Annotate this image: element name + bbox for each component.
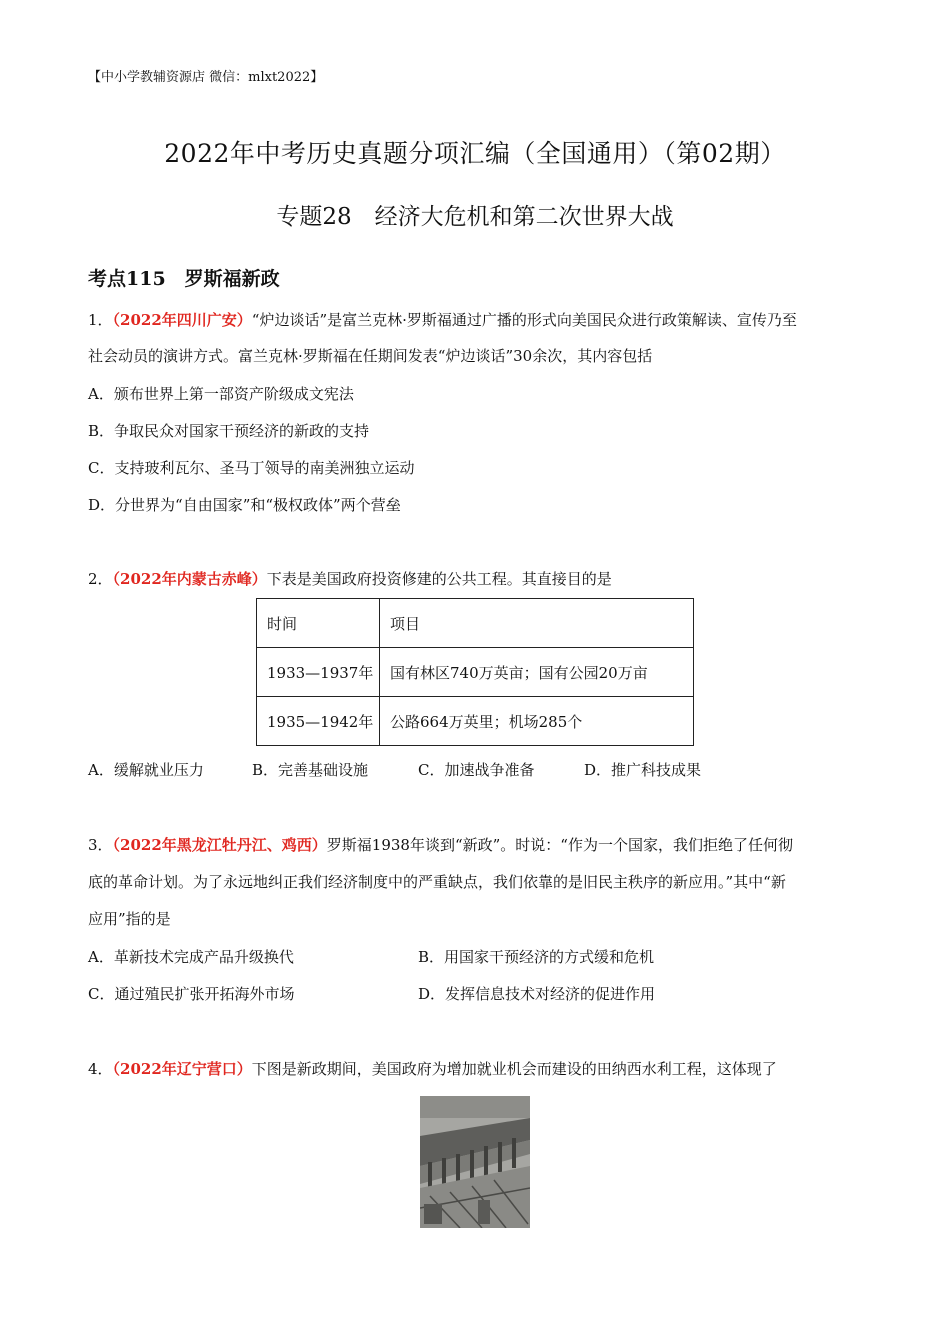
public-works-table bbox=[256, 598, 694, 746]
question-3-option-a: A．革新技术完成产品升级换代 bbox=[88, 948, 294, 966]
question-2-option-d: D．推广科技成果 bbox=[584, 761, 702, 779]
question-1-text-line2: 社会动员的演讲方式。富兰克林·罗斯福在任期间发表“炉边谈话”30余次，其内容包括 bbox=[88, 347, 653, 365]
question-3-number: 3． bbox=[88, 836, 113, 854]
question-2-option-a: A．缓解就业压力 bbox=[88, 761, 204, 779]
question-2-stem bbox=[88, 569, 612, 589]
question-2-option-c: C．加速战争准备 bbox=[418, 761, 535, 779]
question-3-stem bbox=[88, 835, 793, 855]
question-3-text-line2: 底的革命计划。为了永远地纠正我们经济制度中的严重缺点，我们依靠的是旧民主秩序的新应用。”其中“新 bbox=[88, 873, 786, 891]
question-3-option-c: C．通过殖民扩张开拓海外市场 bbox=[88, 985, 295, 1003]
header-note: 【中小学教辅资源店 微信：mlxt2022】 bbox=[88, 70, 324, 85]
question-2-source: （2022年内蒙古赤峰） bbox=[112, 570, 267, 588]
question-3-source: （2022年黑龙江牡丹江、鸡西） bbox=[112, 836, 327, 854]
question-3-option-d: D．发挥信息技术对经济的促进作用 bbox=[418, 985, 656, 1003]
table-header-row bbox=[257, 599, 694, 648]
table-cell: 公路664万英里；机场285个 bbox=[380, 697, 694, 746]
question-4-source: （2022年辽宁营口） bbox=[112, 1060, 252, 1078]
question-1-option-c: C．支持玻利瓦尔、圣马丁领导的南美洲独立运动 bbox=[88, 459, 415, 477]
tennessee-dam-photo bbox=[420, 1096, 530, 1228]
table-header-cell: 项目 bbox=[380, 599, 694, 648]
table-header-cell: 时间 bbox=[257, 599, 380, 648]
table-row bbox=[257, 648, 694, 697]
question-1-option-d: D．分世界为“自由国家”和“极权政体”两个营垒 bbox=[88, 496, 401, 514]
question-3-option-b: B．用国家干预经济的方式缓和危机 bbox=[418, 948, 655, 966]
dam-photo-illustration bbox=[420, 1096, 530, 1228]
question-4-text: 下图是新政期间，美国政府为增加就业机会而建设的田纳西水利工程，这体现了 bbox=[251, 1060, 777, 1078]
question-1-text-line1: “炉边谈话”是富兰克林·罗斯福通过广播的形式向美国民众进行政策解读、宣传乃至 bbox=[251, 311, 797, 329]
question-1-number: 1． bbox=[88, 311, 113, 329]
question-1-source: （2022年四川广安） bbox=[112, 311, 252, 329]
question-2-option-b: B．完善基础设施 bbox=[252, 761, 369, 779]
table-cell: 1933—1937年 bbox=[257, 648, 380, 697]
question-3-text-line3: 应用”指的是 bbox=[88, 910, 171, 928]
question-4-number: 4． bbox=[88, 1060, 113, 1078]
question-1-stem bbox=[88, 310, 797, 330]
page-title: 2022年中考历史真题分项汇编（全国通用）（第02期） bbox=[164, 139, 786, 168]
question-1-option-a: A．颁布世界上第一部资产阶级成文宪法 bbox=[88, 385, 354, 403]
table-row bbox=[257, 697, 694, 746]
question-2-number: 2． bbox=[88, 570, 113, 588]
section-heading: 考点115 罗斯福新政 bbox=[88, 268, 280, 290]
page-subtitle: 专题28 经济大危机和第二次世界大战 bbox=[276, 204, 674, 230]
question-2-text: 下表是美国政府投资修建的公共工程。其直接目的是 bbox=[266, 570, 612, 588]
question-4-stem bbox=[88, 1059, 777, 1079]
table-cell: 1935—1942年 bbox=[257, 697, 380, 746]
table-cell: 国有林区740万英亩；国有公园20万亩 bbox=[380, 648, 694, 697]
question-3-text-line1: 罗斯福1938年谈到“新政”。时说：“作为一个国家，我们拒绝了任何彻 bbox=[326, 836, 793, 854]
question-1-option-b: B．争取民众对国家干预经济的新政的支持 bbox=[88, 422, 370, 440]
